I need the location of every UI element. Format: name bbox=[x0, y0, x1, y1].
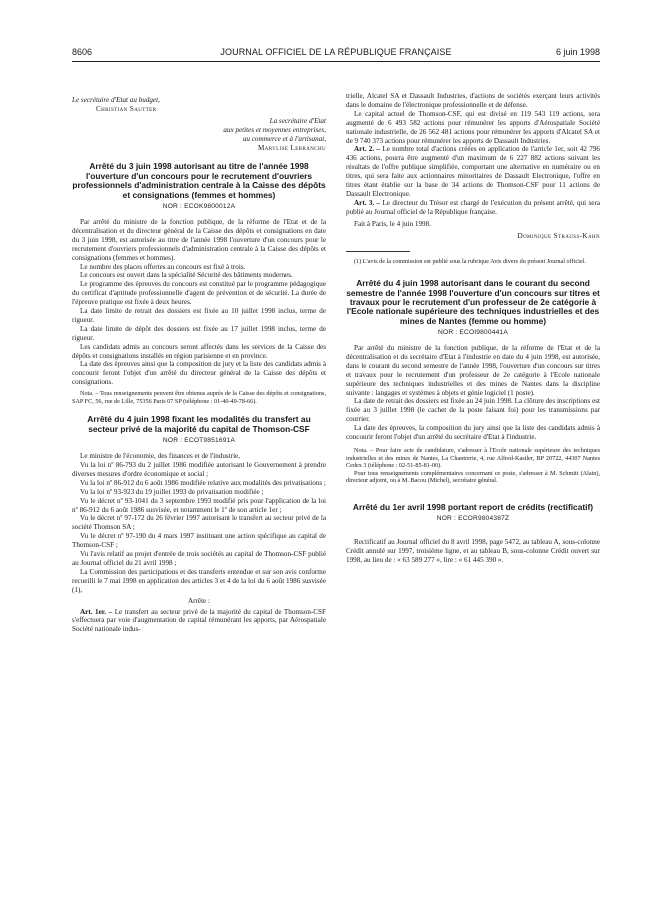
arrete-heading: Arrête : bbox=[187, 596, 210, 605]
signatory-role: aux petites et moyennes entreprises, bbox=[223, 125, 326, 134]
paragraph: Rectificatif au Journal officiel du 8 avril 1998, page 5472, au tableau A, sous-colonne Crédit annulé sur 1997, troisième ligne, et au tableau B, sous-colonne Crédit ouvert sur 1998, au lieu de : « 63 589 277 », lire : « 61 445 390 ». bbox=[346, 538, 600, 565]
journal-title: JOURNAL OFFICIEL DE LA RÉPUBLIQUE FRANÇAISE bbox=[220, 47, 452, 57]
signatory-role: La secrétaire d'Etat bbox=[269, 116, 326, 125]
paragraph: Vu la loi nº 86-912 du 6 août 1986 modifiée relative aux modalités des privatisations ; bbox=[80, 478, 326, 487]
paragraph: La Commission des participations et des transferts entendue et sur son avis conforme recueilli le 7 mai 1998 en application des articles 3 et 4 de la loi du 6 août 1986 susvisée (1), bbox=[72, 567, 326, 594]
article-label: Art. 1er. – bbox=[80, 607, 113, 616]
article-text: Le directeur du Trésor est chargé de l'exécution du présent arrêté, qui sera publié au Journal officiel de la République française. bbox=[346, 198, 600, 216]
paragraph: La date de retrait des dossiers est fixée au 24 juin 1998. La clôture des inscriptions est fixée au 3 juillet 1998 (le cachet de la poste faisant foi) pour les transmissions par courrier. bbox=[346, 397, 600, 424]
article-1 bbox=[72, 608, 326, 635]
right-column bbox=[346, 92, 600, 565]
paragraph: La date limite de retrait des dossiers est fixée au 10 juillet 1998 inclus, terme de rigueur. bbox=[72, 307, 326, 324]
paragraph: Par arrêté du ministre de la fonction publique, de la réforme de l'Etat et de la décentralisation et du secrétaire d'Etat à l'industrie en date du 4 juin 1998, est autorisée, dans le courant du second semestre de l'année 1998, l'ouverture d'un concours sur titres et travaux pour le recrutement d'un professeur de 2e catégorie à l'Ecole nationale supérieure des techniques industrielles et des mines de Nantes dans la discipline suivante : langages et systèmes à objets et génie logiciel (1 poste). bbox=[346, 344, 600, 397]
paragraph: Vu le décret nº 97-172 du 26 février 1997 autorisant le transfert au secteur privé de la société Thomson SA ; bbox=[72, 514, 326, 532]
signatory-role: Le secrétaire d'Etat au budget, bbox=[72, 96, 160, 104]
nor-reference: NOR : ECOK9800012A bbox=[162, 203, 236, 211]
paragraph: Par arrêté du ministre de la fonction publique, de la réforme de l'Etat et de la décentralisation et du directeur général de la Caisse des dépôts et consignations en date du 3 juin 1998, est autorisée au titre de l'année 1998 l'ouverture d'un concours pour le recrutement d'ouvriers professionnels d'administration centrale à la Caisse des dépôts et consignations (femmes et hommes). bbox=[72, 217, 326, 262]
paragraph: Le ministre de l'économie, des finances et de l'industrie, bbox=[80, 452, 241, 461]
paragraph: La date des épreuves, la composition du jury ainsi que la liste des candidats admis à concourir feront l'objet d'un arrêté du secrétaire d'Etat à l'industrie. bbox=[346, 424, 600, 442]
paragraph: Le programme des épreuves du concours est constitué par le programme pédagogique du certificat d'aptitude professionnelle d'agent de prévention et de sécurité. La durée de l'épreuve pratique est fixée à deux heures. bbox=[72, 280, 326, 307]
paragraph: Vu la loi nº 93-923 du 19 juillet 1993 de privatisation modifiée ; bbox=[80, 487, 264, 496]
nor-reference: NOR : ECOR9804387Z bbox=[436, 515, 510, 523]
nor-reference: NOR : ECOT9851691A bbox=[162, 437, 236, 445]
paragraph: La date des épreuves ainsi que la composition du jury et la liste des candidats admis à concourir feront l'objet d'un arrêté du directeur général de la Caisse des dépôts et consignations. bbox=[72, 360, 326, 387]
page-header bbox=[72, 47, 600, 62]
signatory-name: Christian Sautter bbox=[96, 104, 157, 113]
footnote: (1) L'avis de la commission est publié sous la rubrique Avis divers du présent Journal officiel. bbox=[354, 257, 586, 265]
signatory-role: au commerce et à l'artisanat, bbox=[242, 134, 326, 143]
article-title: Arrêté du 3 juin 1998 autorisant au titre de l'année 1998 l'ouverture d'un concours pour le recrutement d'ouvriers professionnels d'administration centrale à la Caisse des dépôts et consignations (femmes et hommes) bbox=[72, 161, 326, 200]
nota: Pour tous renseignements complémentaires concernant ce poste, s'adresser à M. Schmitt (Alain), directeur adjoint, ou à M. Bacou (Michel), secrétaire général. bbox=[346, 469, 600, 485]
paragraph: Les candidats admis au concours seront affectés dans les services de la Caisse des dépôts et consignations installés en région parisienne et en province. bbox=[72, 342, 326, 360]
article-title: Arrêté du 4 juin 1998 fixant les modalités du transfert au secteur privé de la majorité du capital de Thomson-CSF bbox=[87, 414, 311, 434]
paragraph: Le capital actuel de Thomson-CSF, qui est divisé en 119 543 119 actions, sera augmenté de 6 493 582 actions pour rémunérer les apports d'Aérospatiale Société nationale industrielle, de 26 562 481 actions pour rémunérer les apports d'Alcatel SA et de 9 740 373 actions pour rémunérer les apports de Dassault Industries. bbox=[346, 109, 600, 145]
article-label: Art. 3. – bbox=[354, 198, 381, 207]
signatory-name: Dominique Strauss-Kahn bbox=[517, 231, 600, 240]
paragraph: La date limite de dépôt des dossiers est fixée au 17 juillet 1998 inclus, terme de rigueur. bbox=[72, 324, 326, 342]
paragraph: Vu l'avis relatif au projet d'entrée de trois sociétés au capital de Thomson-CSF publié au Journal officiel du 21 avril 1998 ; bbox=[72, 550, 326, 567]
left-column bbox=[72, 96, 326, 634]
nor-reference: NOR : ECOI9800441A bbox=[438, 329, 508, 337]
article-title: Arrêté du 1er avril 1998 portant report de crédits (rectificatif) bbox=[352, 501, 594, 512]
article-2 bbox=[346, 145, 600, 198]
article-title: Arrêté du 4 juin 1998 autorisant dans le courant du second semestre de l'année 1998 l'ouverture d'un concours sur titres et travaux pour le recrutement d'un professeur de 2e catégorie à l'Ecole nationale supérieure des techniques industrielles et des mines de Nantes (femme ou homme) bbox=[346, 278, 600, 326]
paragraph: Vu le décret nº 93-1041 du 3 septembre 1993 modifié pris pour l'application de la loi nº 86-912 du 6 août 1986 susvisée, et notamment le 1º de son article 1er ; bbox=[72, 496, 326, 514]
paragraph: Vu la loi nº 86-793 du 2 juillet 1986 modifiée autorisant le Gouvernement à prendre diverses mesures d'ordre économique et social ; bbox=[72, 461, 326, 478]
nota: Nota. – Pour faire acte de candidature, s'adresser à l'Ecole nationale supérieure des techniques industrielles et des mines de Nantes, La Chantrerie, 4, rue Alfred-Kastler, BP 20722, 44307 Nantes Cedex 3 (téléphone : 02-51-85-81-00). bbox=[346, 447, 600, 470]
article-text: Le transfert au secteur privé de la majorité du capital de Thomson-CSF s'effectuera par voie d'augmentation de capital rémunérant les apports, par Aérospatiale Société nationale indus- bbox=[72, 607, 326, 634]
article-3 bbox=[346, 199, 600, 217]
article-label: Art. 2. – bbox=[354, 145, 381, 154]
signatory-name: Marylise Lebranchu bbox=[257, 143, 326, 152]
date-place: Fait à Paris, le 4 juin 1998. bbox=[354, 219, 431, 228]
paragraph: trielle, Alcatel SA et Dassault Industries, d'actions de sociétés exerçant leurs activités dans le domaine de l'électronique professionnelle et de défense. bbox=[346, 92, 600, 109]
nota: Nota. – Tous renseignements peuvent être obtenus auprès de la Caisse des dépôts et consignations, SAP FC, 56, rue de Lille, 75356 Paris 07 SP (téléphone : 01-40-49-78-66). bbox=[72, 390, 326, 405]
page-number: 8606 bbox=[72, 47, 93, 57]
article-text: Le nombre total d'actions créées en application de l'article 1er, soit 42 796 436 actions, pourra être augmenté d'un maximum de 6 227 882 actions suivant les résultats de l'offre publique simplifiée, comportant une alternative en numéraire ou en titres, qui sera faite aux actionnaires minoritaires de Dassault Electronique, l'offre en titres étant établie sur la base de 34 actions de Thomson-CSF pour 11 actions de Dassault Electronique. bbox=[346, 145, 600, 198]
paragraph: Le concours est ouvert dans la spécialité Sécurité des bâtiments modernes. bbox=[80, 271, 293, 280]
paragraph: Le nombre des places offertes au concours est fixé à trois. bbox=[80, 262, 246, 271]
paragraph: Vu le décret nº 97-190 du 4 mars 1997 instituant une action spécifique au capital de Thomson-CSF ; bbox=[72, 532, 326, 550]
issue-date: 6 juin 1998 bbox=[555, 47, 600, 57]
footnote-divider bbox=[346, 251, 410, 252]
